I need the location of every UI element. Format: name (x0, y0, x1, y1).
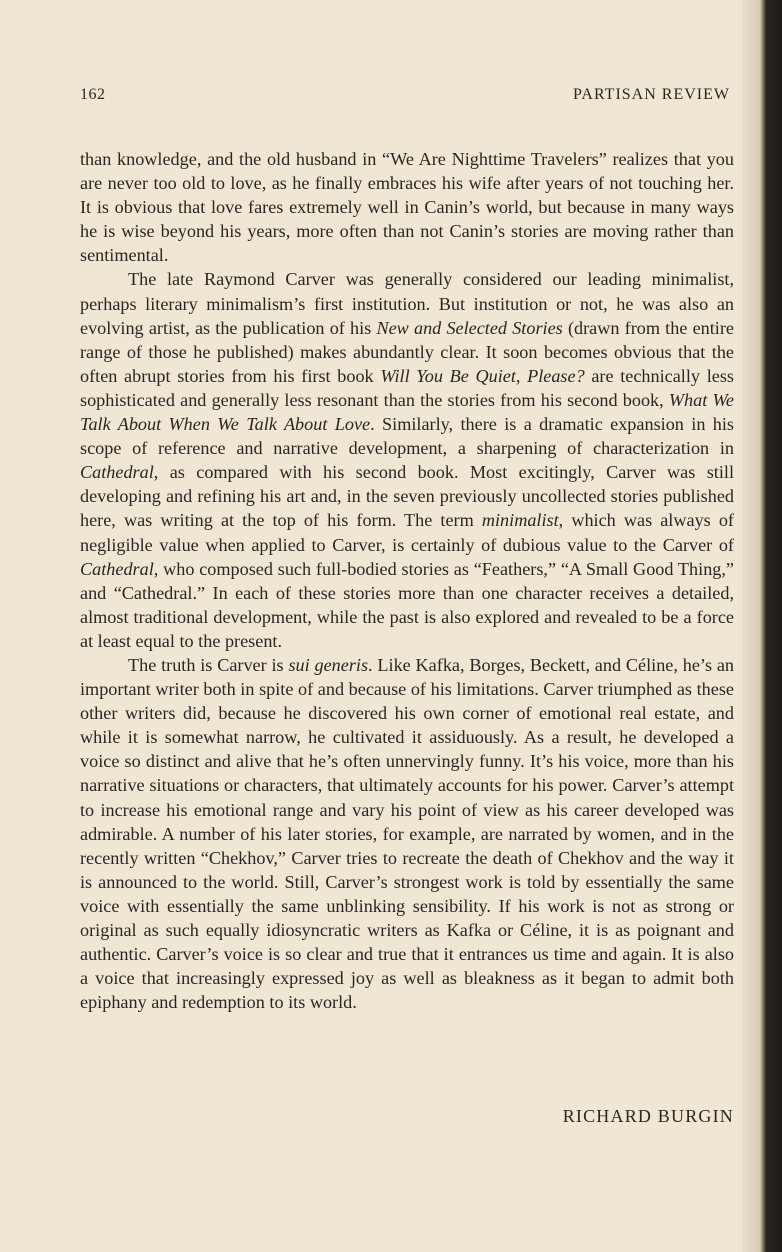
text-run: The late Raymond Carver was generally considered our leading minimalist, perhaps literary minimalism’s first institution. But institution or not, he was also an evolving artist, as the publication of his (80, 269, 734, 338)
text-run: The truth is Carver is (128, 654, 289, 675)
text-run: . Similarly, there is a dramatic expansion in his scope of reference and narrative development, a sharpening of characterization in (80, 414, 735, 459)
page-number: 162 (80, 86, 106, 103)
paragraph-2 (80, 267, 734, 653)
text-run: . Like Kafka, Borges, Beckett, and Céline, he’s an important writer both in spite of and because of his limitations. Carver triumphed as these other writers did, because he discovered his own corner of emotional real estate, and while it is somewhat narrow, he cultivated it assiduously. As a result, he developed a voice so distinct and alive that he’s often unnervingly funny. It’s his voice, more than his narrative situations or characters, that ultimately accounts for his power. Carver’s attempt to increase his emotional range and vary his point of view as his career developed was admirable. A number of his later stories, for example, are narrated by women, and in the recently written “Chekhov,” Carver tries to recreate the death of Chekhov and the way it is announced to the world. Still, Carver’s strongest work is told by essentially the same voice with essentially the same unblinking sensibility. If his work is not as strong or original as such equally idiosyncratic writers as Kafka or Céline, it is as poignant and authentic. Carver’s voice is so clear and true that it entrances us time and again. It is also a voice that increasingly expressed joy as well as bleakness as it began to admit both epiphany and redemption to its world. (80, 654, 735, 1013)
text-run: , who composed such full-bodied stories as “Feathers,” “A Small Good Thing,” and “Cathedral.” In each of these stories more than one character receives a detailed, almost traditional development, while the past is also explored and revealed to be a force at least equal to the present. (80, 558, 734, 651)
page-edge-shadow (742, 0, 782, 1252)
text-run: , as compared with his second book. Most excitingly, Carver was still developing and refining his art and, in the seven previously uncollected stories published here, was writing at the top of his form. The term (80, 462, 734, 531)
paragraph-1 (80, 147, 734, 267)
paragraph-3 (80, 653, 734, 1014)
italic-title-run: Cathedral (80, 462, 154, 483)
text-run: (drawn from the entire range of those he published) makes abundantly clear. It soon becomes obvious that the often abrupt stories from his first book (80, 317, 734, 386)
running-head: PARTISAN REVIEW (572, 86, 730, 103)
italic-title-run: Will You Be Quiet, Please? (380, 365, 585, 386)
article-body (80, 147, 734, 1014)
author-signature: RICHARD BURGIN (562, 1106, 734, 1126)
text-run: , which was always of negligible value when applied to Carver, is certainly of dubious value to the Carver of (80, 510, 734, 555)
italic-title-run: What We Talk About When We Talk About Love (80, 389, 734, 435)
text-run: than knowledge, and the old husband in “We Are Nighttime Travelers” realizes that you are never too old to love, as he finally embraces his wife after years of not touching her. It is obvious that love fares extremely well in Canin’s world, but because in many ways he is wise beyond his years, more often than not Canin’s stories are moving rather than sentimental. (80, 149, 734, 266)
italic-title-run: minimalist (481, 510, 559, 531)
italic-title-run: sui generis (288, 654, 369, 675)
italic-title-run: New and Selected Stories (376, 317, 563, 338)
page-header (80, 86, 730, 110)
text-run: are technically less sophisticated and generally less resonant than the stories from his second book, (80, 365, 734, 410)
italic-title-run: Cathedral (80, 558, 154, 579)
